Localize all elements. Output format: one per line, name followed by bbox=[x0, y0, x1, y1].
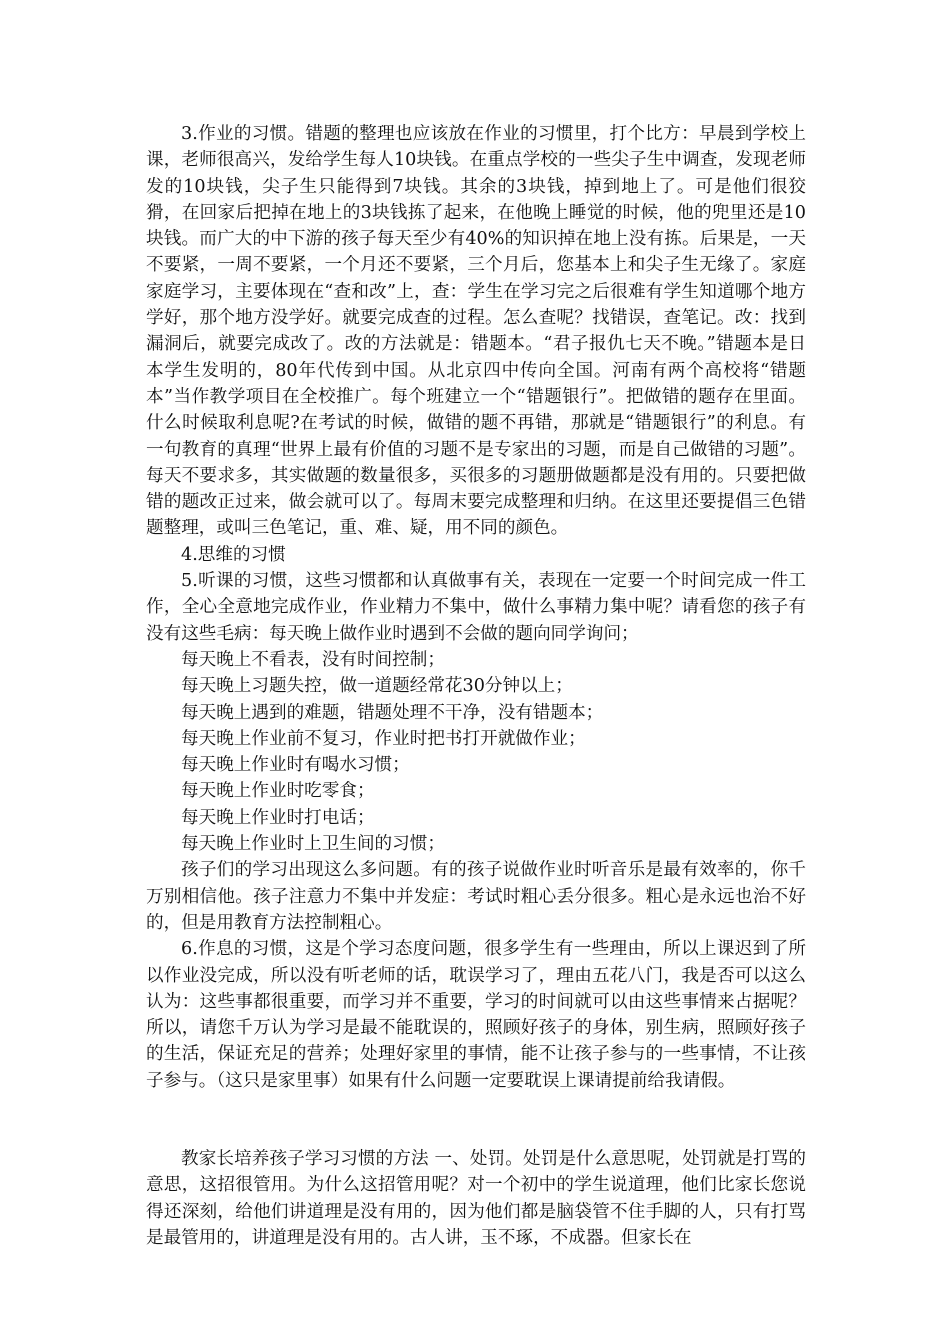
paragraph-problems-summary: 孩子们的学习出现这么多问题。有的孩子说做作业时听音乐是最有效率的，你千万别相信他。孩子注意力不集中并发症：考试时粗心丢分很多。粗心是永远也治不好的，但是用教育方法控制粗心。 bbox=[146, 860, 806, 933]
paragraph-homework-habit: 3.作业的习惯。错题的整理也应该放在作业的习惯里，打个比方：早晨到学校上课，老师很高兴，发给学生每人10块钱。在重点学校的一些尖子生中调查，发现老师发的10块钱，尖子生只能得到7块钱。其余的3块钱，掉到地上了。可是他们很狡猾，在回家后把掉在地上的3块钱拣了起来，在他晚上睡觉的时候，他的兜里还是10块钱。而广大的中下游的孩子每天至少有40%的知识掉在地上没有拣。后果是，一天不要紧，一周不要紧，一个月还不要紧，三个月后，您基本上和尖子生无缘了。家庭家庭学习，主要体现在“查和改”上，查：学生在学习完之后很难有学生知道哪个地方学好，那个地方没学好。就要完成查的过程。怎么查呢？找错误，查笔记。改：找到漏洞后，就要完成改了。改的方法就是：错题本。“君子报仇七天不晚。”错题本是日本学生发明的，80年代传到中国。从北京四中传向全国。河南有两个高校将“错题本”当作教学项目在全校推广。每个班建立一个“错题银行”。把做错的题存在里面。什么时候取利息呢?在考试的时候，做错的题不再错，那就是“错题银行”的利息。有一句教育的真理“世界上最有价值的习题不是专家出的习题，而是自己做错的习题”。每天不要求多，其实做题的数量很多，买很多的习题册做题都是没有用的。只要把做错的题改正过来，做会就可以了。每周末要完成整理和归纳。在这里还要提倡三色错题整理，或叫三色笔记，重、难、疑，用不同的颜色。 bbox=[146, 124, 806, 539]
paragraph-listening-habit: 5.听课的习惯，这些习惯都和认真做事有关，表现在一定要一个时间完成一件工作，全心全意地完成作业，作业精力不集中，做什么事精力集中呢？请看您的孩子有没有这些毛病：每天晚上做作业时遇到不会做的题向同学询问； bbox=[146, 571, 806, 644]
list-item: 每天晚上作业时吃零食； bbox=[181, 781, 375, 802]
list-item: 每天晚上作业时上卫生间的习惯； bbox=[181, 834, 445, 855]
paragraph-spacer bbox=[146, 1094, 806, 1146]
paragraph-thinking-habit: 4.思维的习惯 bbox=[181, 544, 286, 565]
list-item: 每天晚上作业时有喝水习惯； bbox=[181, 755, 410, 776]
paragraph-parent-methods: 教家长培养孩子学习习惯的方法 一、处罚。处罚是什么意思呢，处罚就是打骂的意思，这招很管用。为什么这招管用呢？对一个初中的学生说道理，他们比家长您说得还深刻，给他们讲道理是没有用的，因为他们都是脑袋管不住手脚的人，只有打骂是最管用的，讲道理是没有用的。古人讲，玉不琢，不成器。但家长在 bbox=[146, 1148, 806, 1248]
list-item: 每天晚上习题失控，做一道题经常花30分钟以上； bbox=[181, 676, 573, 697]
paragraph-rest-habit: 6.作息的习惯，这是个学习态度问题，很多学生有一些理由，所以上课迟到了所以作业没完成，所以没有听老师的话，耽误学习了，理由五花八门，我是否可以这么认为：这些事都很重要，而学习并不重要，学习的时间就可以由这些事情来占据呢？所以，请您千万认为学习是最不能耽误的，照顾好孩子的身体，别生病，照顾好孩子的生活，保证充足的营养；处理好家里的事情，能不让孩子参与的一些事情，不让孩子参与。（这只是家里事）如果有什么问题一定要耽误上课请提前给我请假。 bbox=[146, 939, 806, 1091]
list-item: 每天晚上作业前不复习，作业时把书打开就做作业； bbox=[181, 728, 586, 749]
document-page bbox=[146, 121, 806, 1251]
list-item: 每天晚上遇到的难题，错题处理不干净，没有错题本； bbox=[181, 702, 604, 723]
list-item: 每天晚上作业时打电话； bbox=[181, 807, 375, 828]
list-item: 每天晚上不看表，没有时间控制； bbox=[181, 649, 445, 670]
